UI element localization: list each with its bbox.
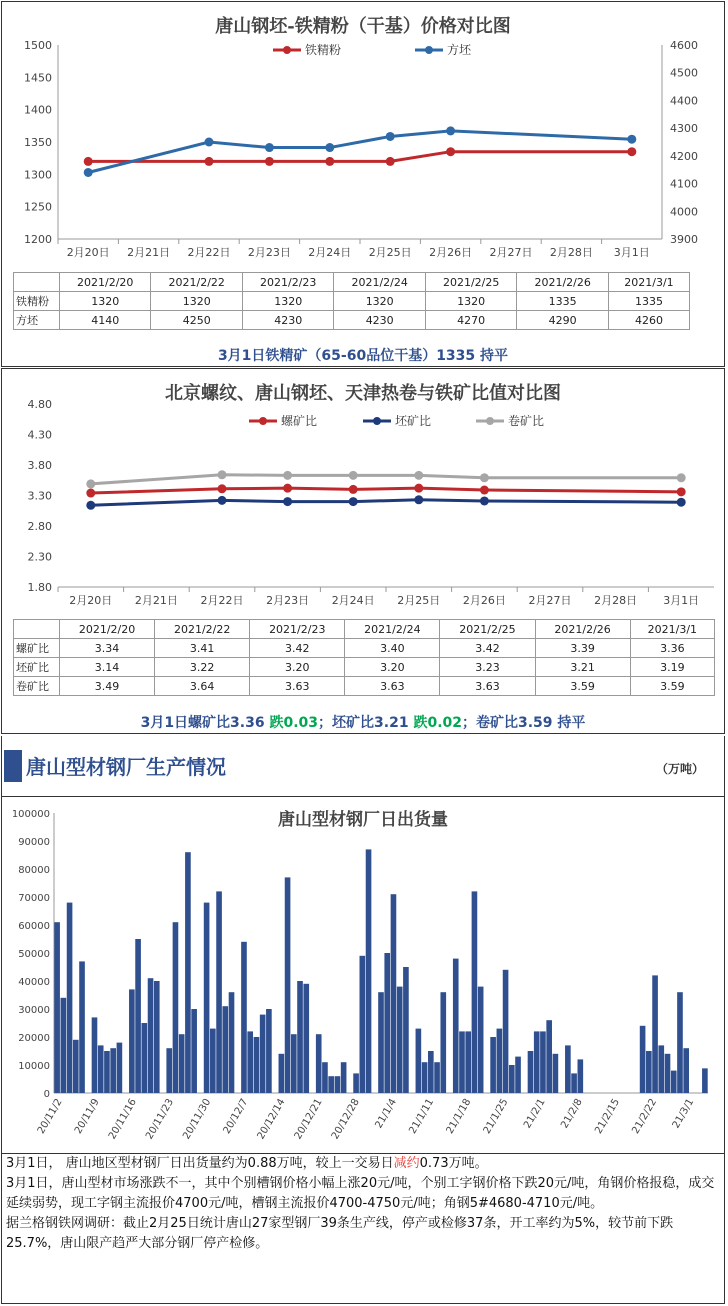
legend-label: 方坯	[447, 43, 472, 57]
y-tick-label: 30000	[18, 1005, 50, 1016]
data-point	[386, 132, 395, 141]
section-unit: （万吨）	[655, 762, 704, 776]
price-table-cell: 4290	[517, 311, 608, 330]
price-table-header-row	[14, 273, 690, 292]
bar	[534, 1031, 540, 1093]
y-tick-label: 1.80	[27, 581, 52, 594]
data-point	[480, 486, 489, 495]
bar	[341, 1062, 347, 1093]
ratio-table-row	[14, 658, 715, 677]
bar	[671, 1071, 677, 1093]
x-tick-label: 2月26日	[429, 246, 473, 259]
y-tick-label: 100000	[11, 809, 50, 820]
price-table-cell: 1320	[242, 292, 333, 311]
ratio-table	[13, 619, 715, 696]
ratio-table-cell: 3.23	[440, 658, 535, 677]
y-tick-label: 70000	[18, 893, 50, 904]
y-tick-label: 20000	[18, 1033, 50, 1044]
bar	[297, 981, 303, 1093]
data-point	[627, 135, 636, 144]
ratio-table-header-cell: 2021/2/26	[535, 620, 630, 639]
bar	[179, 1034, 185, 1093]
bar	[397, 987, 403, 1093]
ratio-table-row-label: 卷矿比	[14, 677, 60, 696]
data-point	[86, 479, 95, 488]
bar	[117, 1043, 123, 1093]
chart-title: 唐山钢坯-铁精粉（干基）价格对比图	[215, 16, 511, 37]
data-point	[480, 496, 489, 505]
data-point	[218, 496, 227, 505]
legend-label: 卷矿比	[508, 414, 545, 428]
data-point	[480, 473, 489, 482]
bar	[254, 1037, 260, 1093]
y-tick-label: 3.30	[27, 489, 52, 503]
bar	[428, 1051, 434, 1093]
ratio-table-cell: 3.36	[630, 639, 714, 658]
chart-panel-price	[1, 1, 725, 367]
bar	[384, 953, 390, 1093]
bar	[553, 1054, 559, 1093]
price-table-cell: 4270	[425, 311, 516, 330]
left-tick-label: 1500	[24, 39, 52, 52]
y-tick-label: 4.30	[27, 428, 52, 442]
x-tick-label: 2月23日	[266, 594, 310, 607]
ratio-table-cell: 3.63	[345, 677, 440, 696]
data-point	[283, 484, 292, 493]
ratio-table-row	[14, 639, 715, 658]
bar	[478, 987, 484, 1093]
x-tick-label: 2月23日	[247, 246, 291, 259]
x-tick-label: 2月25日	[368, 246, 412, 259]
legend-marker-2	[486, 417, 494, 425]
price-table-header-cell: 2021/2/22	[151, 273, 242, 292]
bar	[360, 956, 366, 1093]
ratio-caption-drop2: 跌0.02	[413, 715, 462, 731]
x-tick-label: 20/11/23	[144, 1097, 177, 1142]
ratio-table-cell: 3.63	[250, 677, 345, 696]
chart-panel-ratio	[1, 368, 725, 734]
bar	[683, 1048, 689, 1093]
ratio-table-cell: 3.42	[250, 639, 345, 658]
x-tick-label: 20/11/9	[72, 1097, 102, 1136]
data-point	[265, 157, 274, 166]
data-point	[283, 471, 292, 480]
bar	[646, 1051, 652, 1093]
right-tick-label: 4100	[670, 177, 698, 191]
bar	[316, 1034, 322, 1093]
right-tick-label: 4600	[670, 39, 698, 52]
price-table-cell: 4260	[608, 311, 689, 330]
bar	[391, 894, 397, 1093]
bar	[61, 998, 67, 1093]
chart-title: 北京螺纹、唐山钢坯、天津热卷与铁矿比值对比图	[165, 383, 561, 404]
bar	[578, 1059, 584, 1093]
legend-marker-0	[259, 417, 267, 425]
ratio-table-cell: 3.64	[155, 677, 250, 696]
price-table-cell: 1320	[60, 292, 151, 311]
data-point	[446, 126, 455, 135]
bar	[322, 1062, 328, 1093]
ratio-table-header-row	[14, 620, 715, 639]
legend-marker-1	[425, 46, 433, 54]
x-tick-label: 20/12/7	[221, 1097, 251, 1136]
bar	[440, 992, 446, 1093]
x-tick-label: 2月21日	[127, 246, 171, 259]
bar	[260, 1015, 266, 1093]
x-tick-label: 2月27日	[489, 246, 533, 259]
bar	[142, 1023, 148, 1093]
ratio-table-header-cell: 2021/2/25	[440, 620, 535, 639]
bar	[353, 1073, 359, 1093]
bar	[652, 975, 658, 1093]
x-tick-label: 21/2/1	[522, 1097, 548, 1131]
legend-label: 螺矿比	[281, 414, 318, 428]
series-line-0	[91, 488, 681, 493]
x-tick-label: 2月25日	[397, 594, 441, 607]
ratio-chart	[2, 369, 724, 617]
data-point	[325, 157, 334, 166]
notes-block	[1, 1154, 725, 1304]
bar	[266, 1009, 272, 1093]
y-tick-label: 4.80	[27, 398, 52, 411]
x-tick-label: 20/11/2	[35, 1097, 65, 1136]
note-1-decrease: 减约	[393, 1156, 420, 1171]
bar	[422, 1062, 428, 1093]
note-1	[2, 1154, 724, 1174]
bar	[571, 1073, 577, 1093]
bar	[546, 1020, 552, 1093]
data-point	[677, 487, 686, 496]
bar	[191, 1009, 197, 1093]
price-table-header-cell: 2021/2/20	[60, 273, 151, 292]
bar	[665, 1054, 671, 1093]
bar	[79, 961, 85, 1093]
price-table-header-cell: 2021/2/23	[242, 273, 333, 292]
data-point	[349, 485, 358, 494]
y-tick-label: 40000	[18, 977, 50, 988]
ratio-table-cell: 3.41	[155, 639, 250, 658]
ratio-caption	[2, 712, 724, 732]
y-tick-label: 10000	[18, 1061, 50, 1072]
ratio-table-header-cell: 2021/2/22	[155, 620, 250, 639]
ratio-table-cell: 3.40	[345, 639, 440, 658]
bar	[509, 1065, 515, 1093]
ratio-caption-drop1: 跌0.03	[269, 715, 319, 731]
x-tick-label: 2月20日	[66, 246, 110, 259]
price-table-cell: 1320	[334, 292, 425, 311]
price-table-row	[14, 311, 690, 330]
legend-marker-1	[373, 417, 381, 425]
data-point	[414, 484, 423, 493]
x-tick-label: 21/3/1	[670, 1097, 697, 1131]
x-tick-label: 21/1/11	[407, 1097, 437, 1136]
section-title: 唐山型材钢厂生产情况	[26, 755, 226, 779]
bar	[328, 1076, 334, 1093]
bar	[416, 1029, 422, 1093]
x-tick-label: 21/2/15	[593, 1097, 622, 1136]
x-tick-label: 2月22日	[187, 246, 231, 259]
note-1-text: 3月1日， 唐山地区型材钢厂日出货量约为0.88万吨，较上一交易日	[6, 1156, 394, 1171]
x-tick-label: 3月1日	[663, 594, 700, 607]
bar	[285, 877, 291, 1093]
price-table-cell: 1320	[425, 292, 516, 311]
x-tick-label: 2月24日	[308, 246, 352, 259]
bar	[279, 1054, 285, 1093]
ratio-table-cell: 3.21	[535, 658, 630, 677]
bar	[54, 922, 60, 1093]
bar	[92, 1017, 98, 1093]
section-marker	[4, 750, 22, 782]
section-header	[1, 736, 725, 796]
data-point	[265, 143, 274, 152]
x-tick-label: 20/12/28	[329, 1097, 362, 1142]
data-point	[414, 495, 423, 504]
bar	[335, 1076, 341, 1093]
ratio-caption-part1: 3月1日螺矿比3.36	[140, 715, 270, 731]
bar	[702, 1068, 708, 1093]
legend-label: 坯矿比	[395, 414, 432, 428]
bar	[247, 1031, 253, 1093]
data-point	[349, 497, 358, 506]
x-tick-label: 20/12/21	[292, 1097, 325, 1142]
legend-marker-0	[283, 46, 291, 54]
price-table-cell: 4250	[151, 311, 242, 330]
bar	[658, 1045, 664, 1093]
left-tick-label: 1200	[24, 233, 52, 246]
ratio-table-cell: 3.39	[535, 639, 630, 658]
bar	[67, 903, 73, 1093]
bar	[104, 1051, 110, 1093]
right-tick-label: 4400	[670, 94, 698, 108]
y-tick-label: 90000	[18, 837, 50, 848]
y-tick-label: 3.80	[27, 459, 52, 472]
price-table-cell: 1335	[517, 292, 608, 311]
x-tick-label: 20/12/14	[255, 1097, 288, 1142]
bar	[98, 1045, 104, 1093]
ratio-table-row-label: 螺矿比	[14, 639, 60, 658]
data-point	[414, 471, 423, 480]
price-table-header-cell: 2021/2/26	[517, 273, 608, 292]
data-point	[677, 498, 686, 507]
ratio-table-header-cell: 2021/3/1	[630, 620, 714, 639]
bar	[528, 1051, 534, 1093]
price-table-corner	[14, 273, 60, 292]
left-tick-label: 1450	[24, 71, 52, 85]
bar	[229, 992, 235, 1093]
y-tick-label: 2.80	[27, 520, 52, 533]
price-table-header-cell: 2021/3/1	[608, 273, 689, 292]
ratio-table-cell: 3.42	[440, 639, 535, 658]
price-table-cell: 4230	[242, 311, 333, 330]
data-point	[627, 147, 636, 156]
right-tick-label: 4300	[670, 122, 698, 136]
data-point	[205, 138, 214, 147]
ratio-table-cell: 3.14	[60, 658, 155, 677]
ratio-caption-part2: ；坯矿比3.21	[318, 715, 414, 731]
bar	[291, 1034, 297, 1093]
bar	[303, 984, 309, 1093]
x-tick-label: 2月20日	[69, 594, 113, 607]
x-tick-label: 2月26日	[462, 594, 506, 607]
x-tick-label: 20/11/30	[181, 1097, 214, 1142]
right-tick-label: 4200	[670, 149, 698, 163]
data-point	[205, 157, 214, 166]
ratio-table-cell: 3.49	[60, 677, 155, 696]
x-tick-label: 21/2/8	[559, 1097, 585, 1131]
ratio-table-cell: 3.20	[345, 658, 440, 677]
data-point	[677, 473, 686, 482]
note-3: 据兰格钢铁网调研：截止2月25日统计唐山27家型钢厂39条生产线，停产或检修37条，开工率约为5%，较节前下跌25.7%，唐山限产趋严大部分钢厂停产检修。	[6, 1216, 674, 1251]
ratio-table-corner	[14, 620, 60, 639]
bar	[366, 849, 372, 1093]
ratio-table-cell: 3.59	[535, 677, 630, 696]
data-point	[86, 489, 95, 498]
bar	[540, 1031, 546, 1093]
series-line-1	[91, 500, 681, 505]
legend-label: 铁精粉	[305, 43, 342, 57]
ratio-table-cell: 3.19	[630, 658, 714, 677]
left-tick-label: 1300	[24, 168, 52, 182]
data-point	[325, 143, 334, 152]
data-point	[84, 157, 93, 166]
data-point	[84, 168, 93, 177]
data-point	[386, 157, 395, 166]
right-tick-label: 4500	[670, 66, 698, 80]
bar	[110, 1048, 116, 1093]
price-table-cell: 4230	[334, 311, 425, 330]
y-tick-label: 2.30	[27, 550, 52, 564]
x-tick-label: 2月22日	[200, 594, 244, 607]
bar	[640, 1026, 646, 1093]
data-point	[349, 471, 358, 480]
y-tick-label: 0	[43, 1089, 50, 1100]
x-tick-label: 20/11/16	[106, 1097, 139, 1142]
bar	[503, 970, 509, 1093]
bar	[490, 1037, 496, 1093]
bar	[677, 992, 683, 1093]
bar	[565, 1045, 571, 1093]
ratio-table-row	[14, 677, 715, 696]
x-tick-label: 2月28日	[549, 246, 593, 259]
price-table-row-label: 铁精粉	[14, 292, 60, 311]
ratio-table-row-label: 坯矿比	[14, 658, 60, 677]
data-point	[86, 501, 95, 510]
x-tick-label: 2月21日	[134, 594, 178, 607]
chart-title: 唐山型材钢厂日出货量	[278, 810, 448, 830]
x-tick-label: 21/1/4	[373, 1097, 400, 1131]
bar	[403, 967, 409, 1093]
price-chart	[2, 2, 724, 270]
price-table-cell: 1320	[151, 292, 242, 311]
price-table-row	[14, 292, 690, 311]
data-point	[218, 470, 227, 479]
note-1-amount: 0.73万吨。	[419, 1156, 488, 1171]
right-tick-label: 4000	[670, 205, 698, 219]
ratio-table-cell: 3.59	[630, 677, 714, 696]
right-tick-label: 3900	[670, 233, 698, 246]
ratio-table-cell: 3.34	[60, 639, 155, 658]
bar	[135, 939, 141, 1093]
ratio-table-cell: 3.63	[440, 677, 535, 696]
left-tick-label: 1400	[24, 103, 52, 117]
bar	[148, 978, 154, 1093]
ratio-table-header-cell: 2021/2/20	[60, 620, 155, 639]
shipment-chart	[2, 797, 724, 1153]
bar	[459, 1031, 465, 1093]
bar	[173, 922, 179, 1093]
ratio-table-header-cell: 2021/2/24	[345, 620, 440, 639]
x-tick-label: 2月27日	[528, 594, 572, 607]
x-tick-label: 21/1/18	[444, 1097, 474, 1136]
bar	[497, 1029, 503, 1093]
price-table-header-cell: 2021/2/25	[425, 273, 516, 292]
series-line-2	[91, 475, 681, 484]
x-tick-label: 21/2/22	[630, 1097, 660, 1136]
note-2: 3月1日，唐山型材市场涨跌不一，其中个别槽钢价格小幅上涨20元/吨，个别工字钢价格下跌20元/吨，角钢价格报稳，成交延续弱势，现工字钢主流报价4700元/吨，槽钢主流报价4700-4750元/吨；角钢5#4680-4710元/吨。	[6, 1176, 715, 1211]
x-tick-label: 3月1日	[613, 246, 650, 259]
bar	[472, 891, 478, 1093]
x-tick-label: 2月24日	[331, 594, 375, 607]
bar	[154, 981, 160, 1093]
price-table-cell: 1335	[608, 292, 689, 311]
bar	[210, 1029, 216, 1093]
bar	[73, 1040, 79, 1093]
bar	[434, 1062, 440, 1093]
x-tick-label: 21/1/25	[481, 1097, 511, 1136]
chart-panel-shipment	[1, 796, 725, 1154]
data-point	[446, 147, 455, 156]
x-tick-label: 2月28日	[594, 594, 638, 607]
y-tick-label: 80000	[18, 865, 50, 876]
ratio-caption-part3: ；卷矿比3.59 持平	[462, 715, 586, 731]
price-table-cell: 4140	[60, 311, 151, 330]
bar	[378, 992, 384, 1093]
bar	[465, 1031, 471, 1093]
bar	[166, 1048, 172, 1093]
price-caption: 3月1日铁精矿（65-60品位干基）1335 持平	[217, 348, 509, 364]
bar	[129, 989, 135, 1093]
bar	[453, 959, 459, 1093]
bar	[185, 852, 191, 1093]
bar	[204, 903, 210, 1093]
data-point	[218, 484, 227, 493]
price-table-header-cell: 2021/2/24	[334, 273, 425, 292]
y-tick-label: 50000	[18, 949, 50, 960]
ratio-table-cell: 3.20	[250, 658, 345, 677]
bar	[216, 891, 222, 1093]
y-tick-label: 60000	[18, 921, 50, 932]
ratio-table-header-cell: 2021/2/23	[250, 620, 345, 639]
bar	[515, 1057, 521, 1093]
ratio-table-cell: 3.22	[155, 658, 250, 677]
price-table	[13, 272, 690, 330]
left-tick-label: 1350	[24, 136, 52, 149]
price-table-row-label: 方坯	[14, 311, 60, 330]
bar	[222, 1006, 228, 1093]
data-point	[283, 497, 292, 506]
bar	[241, 942, 247, 1093]
left-tick-label: 1250	[24, 200, 52, 214]
